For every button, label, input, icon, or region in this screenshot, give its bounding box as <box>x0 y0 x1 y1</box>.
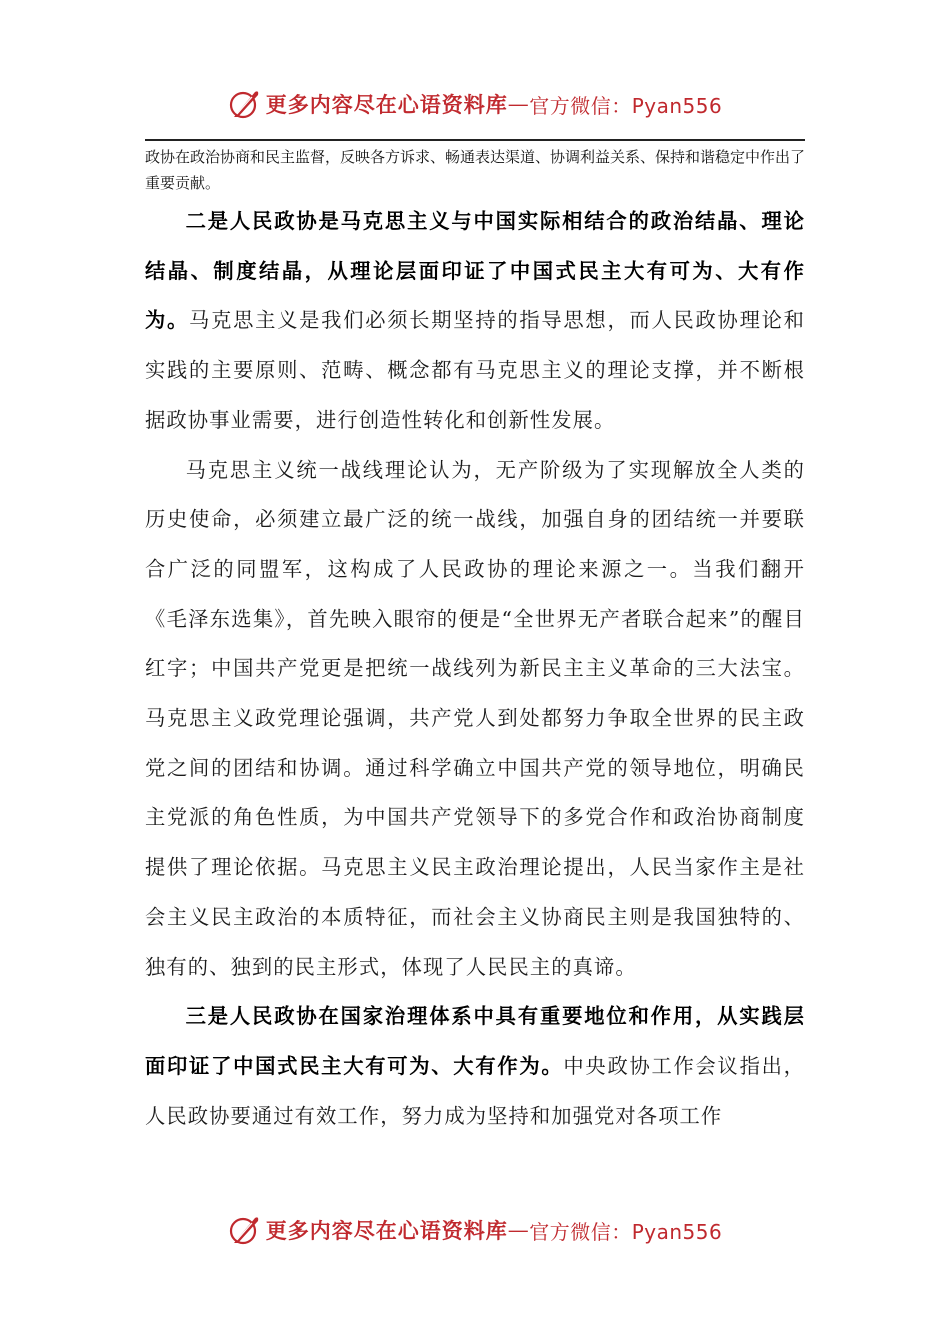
paragraph-lead-bold: 三是人民政协在国家治理体系中具有重要地位和作用，从实践层面印证了中国式民主大有可为、大有作为。 <box>145 1004 805 1078</box>
header-brand-text: 更多内容尽在心语资料库 <box>265 92 508 117</box>
header-separator: — <box>507 92 530 116</box>
footer-separator: — <box>507 1218 530 1242</box>
footer-wechat-text: 官方微信：Pyan556 <box>529 1219 723 1244</box>
quill-pen-logo-icon <box>228 1213 262 1247</box>
paragraph <box>145 197 805 446</box>
continuation-text: 政协在政治协商和民主监督，反映各方诉求、畅通表达渠道、协调利益关系、保持和谐稳定中作出了重要贡献。 <box>145 148 806 192</box>
paragraph-lead-bold: 二是人民政协是马克思主义与中国实际相结合的政治结晶、理论结晶、制度结晶，从理论层面印证了中国式民主大有可为、大有作为。 <box>145 209 805 333</box>
paragraph <box>145 992 805 1141</box>
document-body <box>145 197 805 1141</box>
footer-banner <box>0 1208 950 1252</box>
quill-pen-logo-icon <box>228 87 262 121</box>
header-banner <box>0 82 950 126</box>
footer-brand-text: 更多内容尽在心语资料库 <box>265 1218 508 1243</box>
header-wechat-text: 官方微信：Pyan556 <box>529 93 723 118</box>
paragraph-text: 马克思主义是我们必须长期坚持的指导思想，而人民政协理论和实践的主要原则、范畴、概念都有马克思主义的理论支撑，并不断根据政协事业需要，进行创造性转化和创新性发展。 <box>145 308 805 432</box>
header-divider <box>145 139 805 141</box>
paragraph <box>145 446 805 993</box>
paragraph-text: 马克思主义统一战线理论认为，无产阶级为了实现解放全人类的历史使命，必须建立最广泛的统一战线，加强自身的团结统一并要联合广泛的同盟军，这构成了人民政协的理论来源之一。当我们翻开《毛泽东选集》，首先映入眼帘的便是“全世界无产者联合起来”的醒目红字；中国共产党更是把统一战线列为新民主主义革命的三大法宝。马克思主义政党理论强调，共产党人到处都努力争取全世界的民主政党之间的团结和协调。通过科学确立中国共产党的领导地位，明确民主党派的角色性质，为中国共产党领导下的多党合作和政治协商制度提供了理论依据。马克思主义民主政治理论提出，人民当家作主是社会主义民主政治的本质特征，而社会主义协商民主则是我国独特的、独有的、独到的民主形式，体现了人民民主的真谛。 <box>145 457 805 979</box>
paragraph-text: 中央政协工作会议指出，人民政协要通过有效工作，努力成为坚持和加强党对各项工作 <box>145 1053 805 1128</box>
